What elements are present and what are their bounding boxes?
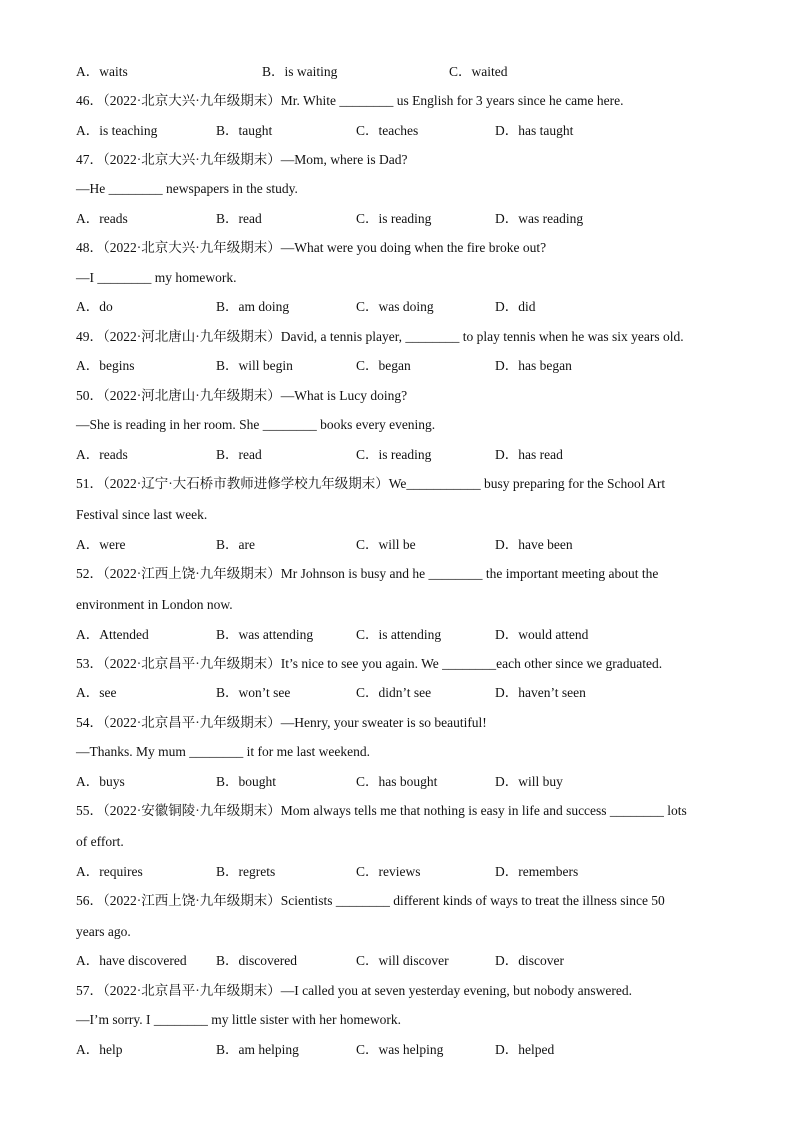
q56-option-b: B．discovered xyxy=(216,953,297,968)
q51-option-a: A．were xyxy=(76,537,126,552)
option-c: C．waited xyxy=(449,64,508,79)
q54-option-a: A．buys xyxy=(76,774,125,789)
q54-option-d: D．will buy xyxy=(495,774,563,789)
q50-option-b: B．read xyxy=(216,447,262,462)
q49-option-c: C．began xyxy=(356,358,411,373)
question-47-line-2: —He ________ newspapers in the study. xyxy=(76,181,298,196)
q57-option-b: B．am helping xyxy=(216,1042,299,1057)
q51-option-d: D．have been xyxy=(495,537,573,552)
q57-option-a: A．help xyxy=(76,1042,123,1057)
question-52-stem: 52．（2022·江西上饶·九年级期末）Mr Johnson is busy and he ________ the important meeting about the xyxy=(76,566,659,581)
question-47-stem: 47．（2022·北京大兴·九年级期末）—Mom, where is Dad? xyxy=(76,152,408,167)
question-51-line-2: Festival since last week. xyxy=(76,507,208,522)
q52-option-b: B．was attending xyxy=(216,627,314,642)
question-51-stem: 51．（2022·辽宁·大石桥市教师进修学校九年级期末）We___________ busy preparing for the School Art xyxy=(76,476,666,491)
q46-option-d: D．has taught xyxy=(495,123,574,138)
question-53-stem: 53．（2022·北京昌平·九年级期末）It’s nice to see you again. We ________each other since we graduated. xyxy=(76,656,663,671)
q47-option-d: D．was reading xyxy=(495,211,584,226)
q56-option-a: A．have discovered xyxy=(76,953,187,968)
q55-option-b: B．regrets xyxy=(216,864,276,879)
q48-option-a: A．do xyxy=(76,299,113,314)
q46-option-c: C．teaches xyxy=(356,123,419,138)
q53-option-a: A．see xyxy=(76,685,117,700)
q46-option-a: A．is teaching xyxy=(76,123,158,138)
q57-option-d: D．helped xyxy=(495,1042,555,1057)
q50-option-d: D．has read xyxy=(495,447,563,462)
question-46-stem: 46．（2022·北京大兴·九年级期末）Mr. White ________ us English for 3 years since he came here. xyxy=(76,93,624,108)
q57-option-c: C．was helping xyxy=(356,1042,444,1057)
q54-option-c: C．has bought xyxy=(356,774,438,789)
question-56-stem: 56．（2022·江西上饶·九年级期末）Scientists ________ different kinds of ways to treat the illness since 50 xyxy=(76,893,665,908)
question-57-line-2: —I’m sorry. I ________ my little sister with her homework. xyxy=(76,1012,401,1027)
question-57-stem: 57．（2022·北京昌平·九年级期末）—I called you at seven yesterday evening, but nobody answered. xyxy=(76,983,633,998)
question-54-stem: 54．（2022·北京昌平·九年级期末）—Henry, your sweater is so beautiful! xyxy=(76,715,487,730)
question-49-stem: 49．（2022·河北唐山·九年级期末）David, a tennis player, ________ to play tennis when he was six years old. xyxy=(76,329,684,344)
q49-option-d: D．has began xyxy=(495,358,572,373)
question-55-line-2: of effort. xyxy=(76,834,124,849)
q56-option-c: C．will discover xyxy=(356,953,449,968)
question-52-line-2: environment in London now. xyxy=(76,597,233,612)
q47-option-a: A．reads xyxy=(76,211,128,226)
option-a: A．waits xyxy=(76,64,128,79)
q53-option-c: C．didn’t see xyxy=(356,685,432,700)
q51-option-b: B．are xyxy=(216,537,255,552)
q48-option-c: C．was doing xyxy=(356,299,434,314)
question-50-stem: 50．（2022·河北唐山·九年级期末）—What is Lucy doing? xyxy=(76,388,408,403)
question-48-line-2: —I ________ my homework. xyxy=(76,270,237,285)
q54-option-b: B．bought xyxy=(216,774,277,789)
question-54-line-2: —Thanks. My mum ________ it for me last weekend. xyxy=(76,744,370,759)
q56-option-d: D．discover xyxy=(495,953,564,968)
question-50-line-2: —She is reading in her room. She ________ books every evening. xyxy=(76,417,436,432)
question-48-stem: 48．（2022·北京大兴·九年级期末）—What were you doing when the fire broke out? xyxy=(76,240,547,255)
q48-option-b: B．am doing xyxy=(216,299,290,314)
q46-option-b: B．taught xyxy=(216,123,273,138)
q49-option-a: A．begins xyxy=(76,358,135,373)
q53-option-b: B．won’t see xyxy=(216,685,291,700)
q52-option-c: C．is attending xyxy=(356,627,442,642)
question-56-line-2: years ago. xyxy=(76,924,131,939)
question-55-stem: 55．（2022·安徽铜陵·九年级期末）Mom always tells me that nothing is easy in life and success ________ lots xyxy=(76,803,687,818)
q53-option-d: D．haven’t seen xyxy=(495,685,586,700)
q52-option-a: A．Attended xyxy=(76,627,149,642)
q47-option-b: B．read xyxy=(216,211,262,226)
q55-option-c: C．reviews xyxy=(356,864,421,879)
q52-option-d: D．would attend xyxy=(495,627,589,642)
q55-option-d: D．remembers xyxy=(495,864,579,879)
q47-option-c: C．is reading xyxy=(356,211,432,226)
option-b: B．is waiting xyxy=(262,64,338,79)
q50-option-c: C．is reading xyxy=(356,447,432,462)
q50-option-a: A．reads xyxy=(76,447,128,462)
q49-option-b: B．will begin xyxy=(216,358,293,373)
q55-option-a: A．requires xyxy=(76,864,143,879)
q48-option-d: D．did xyxy=(495,299,536,314)
q51-option-c: C．will be xyxy=(356,537,416,552)
